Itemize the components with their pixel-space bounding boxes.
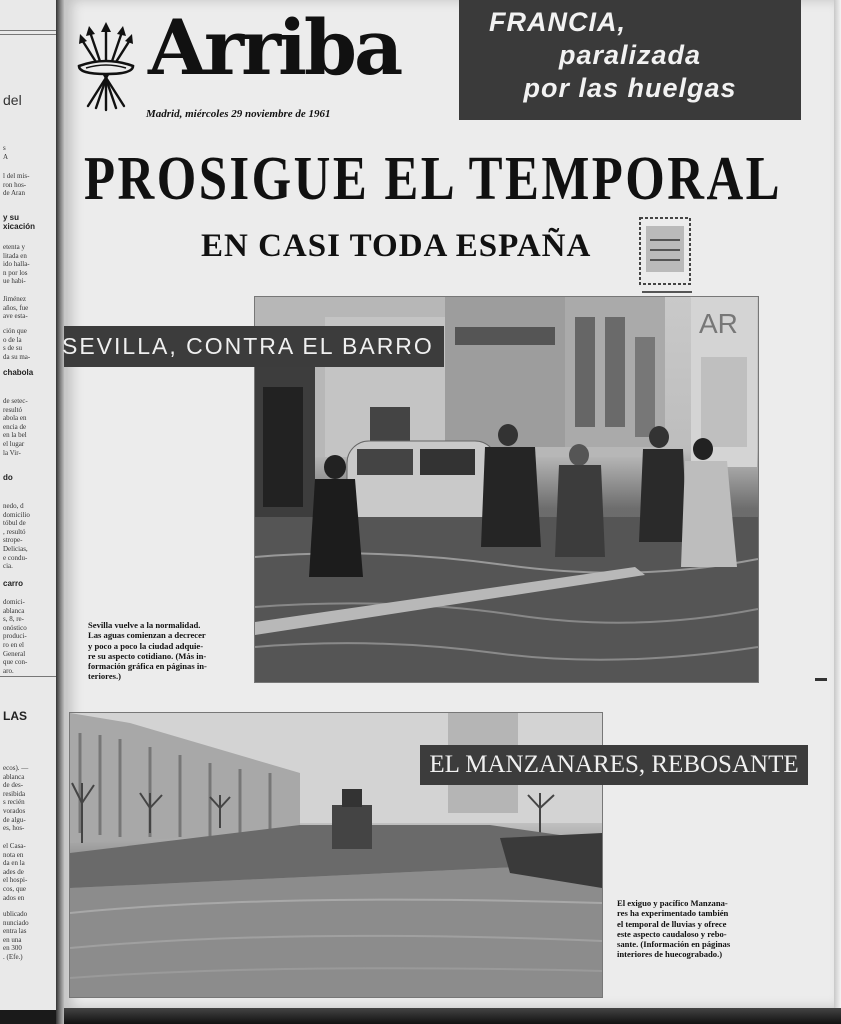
masthead-title: Arriba	[148, 3, 401, 92]
prev-page-fragment: etenta y litada en ido halla- n por los ue habi-	[3, 243, 30, 286]
top-headline-box	[459, 0, 801, 120]
divider	[0, 676, 56, 677]
prev-page-fragment: y su xicación	[3, 213, 36, 231]
prev-page-fragment: LAS	[3, 709, 27, 723]
margin-mark	[815, 678, 827, 681]
top-headline-line: FRANCIA,	[489, 7, 626, 37]
manzanares-section-title: EL MANZANARES, REBOSANTE	[420, 745, 808, 785]
prev-page-fragment: el Casa- nota en da en la ades de el hospi- cos, que ados en	[3, 842, 28, 902]
previous-page-edge	[0, 0, 58, 1010]
masthead-date: Madrid, miércoles 29 noviembre de 1961	[146, 108, 331, 120]
prev-page-fragment: chabola	[3, 368, 34, 377]
divider	[0, 34, 56, 35]
prev-page-fragment: ecos). — ablanca de des- resibida s recién vorados de algu- es, hos-	[3, 764, 29, 833]
newspaper-front-page	[64, 0, 834, 1008]
manzanares-photo-caption: El exiguo y pacífico Manzana- res ha experimentado también el temporal de lluvias y ofrece este aspecto caudaloso y rebo- sante. (Información en páginas interiores de huecograbado.)	[617, 898, 731, 960]
top-headline-line: por las huelgas	[523, 73, 737, 103]
prev-page-fragment: s A	[3, 144, 9, 161]
sub-headline: EN CASI TODA ESPAÑA	[201, 228, 592, 264]
kiosk-sign-text: AR	[699, 308, 738, 339]
binding-spine	[56, 0, 64, 1024]
divider	[0, 30, 56, 31]
yoke-arrows-emblem-icon	[76, 22, 136, 114]
page-bottom-edge	[64, 1008, 841, 1024]
prev-page-fragment: carro	[3, 579, 24, 588]
prev-page-fragment: do	[3, 473, 13, 482]
prev-page-fragment: del	[3, 92, 22, 108]
library-stamp-icon	[636, 210, 698, 298]
sevilla-photo-caption: Sevilla vuelve a la normalidad. Las aguas comienzan a decrecer y poco a poco la ciudad adquie- re su aspecto cotidiano. (Más in- formación gráfica en páginas in- teriores.)	[88, 620, 207, 682]
prev-page-fragment: ublicado nunciado entra las en una en 300 . (Efe.)	[3, 910, 29, 961]
top-headline-line: paralizada	[558, 40, 702, 70]
prev-page-fragment: Jiménez años, fue ave esta-	[3, 295, 29, 321]
prev-page-fragment: ción que o de la s de su da su ma-	[3, 327, 31, 361]
prev-page-fragment: domici- ablanca s, 8, re- onóstico produci- ro en el General que con- aro.	[3, 598, 28, 675]
page-right-edge	[834, 0, 841, 1024]
prev-page-fragment: nedo, d domicilio tóbul de , resultó strope- Delicias, e condu- cia.	[3, 502, 30, 571]
sevilla-section-title: SEVILLA, CONTRA EL BARRO	[64, 326, 444, 367]
prev-page-fragment: l del mis- ron hos- de Aran	[3, 172, 30, 198]
main-headline: PROSIGUE EL TEMPORAL	[84, 145, 783, 213]
prev-page-fragment: de setec- resultó abola en encia de en la bel el lugar la Vir-	[3, 397, 28, 457]
